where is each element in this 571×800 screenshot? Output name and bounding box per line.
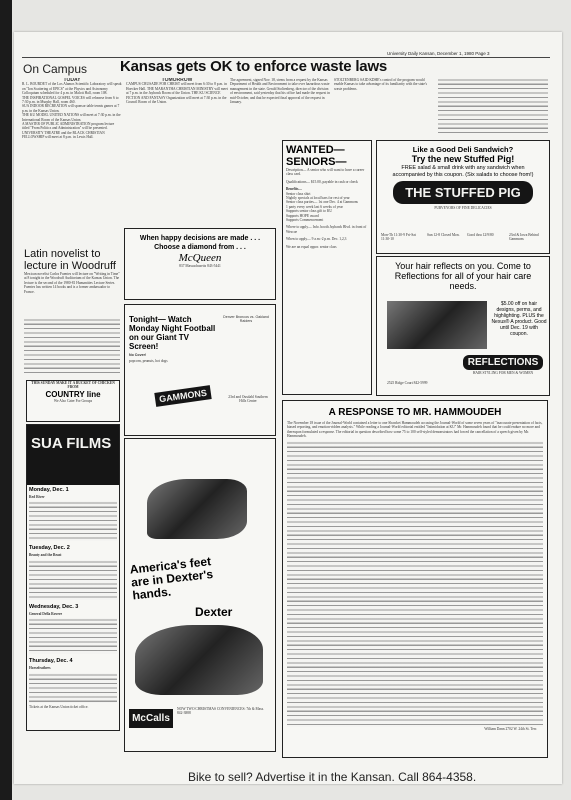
reflections-ad xyxy=(376,256,550,396)
benefit-item: Supports senior class gift to KU xyxy=(286,209,333,214)
latin-novelist-story xyxy=(24,248,120,318)
mccalls-logo: McCalls xyxy=(129,709,173,728)
page-binding xyxy=(0,0,12,800)
campus-item: THE KU MODEL UNITED NATIONS will meet at 7:30 p.m. in the International Room of the Kansas Union. xyxy=(22,113,121,122)
story-text: The agreement, signed Nov. 18, stems from a request by the Kansas Department of Health and Environment to take over hazardous waste management in the state. Gerald Stoltenberg, director of the division of environment, said yesterday that his office had made the request in mid-October, and that he expected final approval of the request in January. xyxy=(230,78,330,105)
wanted-footer: We are an equal oppor. senior class xyxy=(286,244,337,249)
sua-title: General Della Rovere xyxy=(29,611,63,616)
sua-footer: Tickets at the Kansas Union ticket office. xyxy=(29,704,89,709)
stuffed-line1: Like a Good Deli Sandwich? xyxy=(412,145,514,154)
country-line-text: THIS SUNDAY MAKE IT A BUCKET OF CHICKEN FROM xyxy=(31,381,115,390)
stuffed-coupon-date: Good thru 12/9/80 xyxy=(467,233,494,237)
campus-item: R. L. BOURDET of the Los Alamos Scientific Laboratory will speak on "Ion Scattering of EPICS" at the Physics and Astronomy Colloquium scheduled for 4 p.m. in Malott Hall, room 108. xyxy=(22,82,122,96)
mcqueen-ad xyxy=(124,228,276,300)
campus-item: SUA INDOOR RECREATION will sponsor table tennis games at 7 p.m. in the Kansas Union. xyxy=(22,104,120,113)
stuffed-line2: Try the new Stuffed Pig! xyxy=(411,154,515,164)
wanted-where: Where to apply— Info. booth Jayhawk Blvd. in front of Wescoe xyxy=(286,225,367,234)
wanted-description: Description— A senior who will want to have a career class card. xyxy=(286,168,365,177)
dexter-logo: Dexter xyxy=(195,605,233,619)
hair-models-photo xyxy=(387,301,487,349)
shoe-photo xyxy=(135,625,263,695)
stuffed-sub: PURVEYORS OF FINE DELICACIES xyxy=(434,206,492,210)
campus-item: A MASTER OF PUBLIC ADMINISTRATION program lecture titled "From Politics and Administration" will be presented. xyxy=(22,122,115,131)
wanted-benefits-title: Benefits— xyxy=(286,187,302,192)
stuffed-hours-weekday: Mon-Th 11:30-9 Fri-Sat 11:30-10 xyxy=(381,233,416,242)
today-heading: TODAY xyxy=(63,78,81,83)
sua-title: Horsefeathers xyxy=(29,666,51,671)
stuffed-hours-sunday: Sun 12-8 Closed Mon. xyxy=(427,233,460,237)
tomorrow-heading: TOMORROW xyxy=(161,78,193,83)
tomorrow-text: CAMPUS CRUSADE FOR CHRIST will meet from 6:30 to 8 p.m. in Hoecker Hall. THE MARANTHA CHRISTIAN MINISTRY will meet at 7 p.m. in the Jayhawk Room of the Union. THE KU SCIENCE FICTION AND FANTASY Organization will meet at 7:30 p.m. in the Council Room of the Union. xyxy=(126,82,228,105)
sua-films-ad xyxy=(26,424,120,731)
gammons-prices: popcorn, peanuts, hot dogs xyxy=(129,359,168,364)
gammons-headline: Tonight— Watch Monday Night Football on our Giant TV Screen! xyxy=(129,315,216,351)
stuffed-address: 23rd & Iowa Behind Gammons xyxy=(509,233,539,242)
reflections-address: 2525 Ridge Court 842-5999 xyxy=(387,381,428,385)
sua-description xyxy=(29,560,117,600)
sua-day: Tuesday, Dec. 2 xyxy=(29,545,70,552)
mcqueen-logo: McQueen xyxy=(178,252,222,264)
sua-day: Monday, Dec. 1 xyxy=(29,487,69,493)
letter-body-continued xyxy=(287,441,543,727)
gammons-location: 23rd and Ousdahl Southern Hills Center xyxy=(228,395,268,404)
stuffed-offer: FREE salad & small drink with any sandwich when accompanied by this coupon. (Six salads to choose from!) xyxy=(392,165,534,178)
reflections-logo: REFLECTIONS xyxy=(463,355,543,370)
campus-item: UNIVERSITY THEATRE and the BLACK CHRISTIAN FELLOWSHIP will meet at 8 p.m. in Lewis Hall. xyxy=(22,130,105,140)
reflections-headline: Your hair reflects on you. Come to Reflections for all of your hair care needs. xyxy=(394,261,532,291)
latin-text-continued xyxy=(24,318,120,376)
sua-title: Red River xyxy=(29,495,45,499)
sua-day: Thursday, Dec. 4 xyxy=(29,658,73,665)
benefit-item: Senior class shirt xyxy=(286,191,311,196)
section-title: On Campus xyxy=(23,62,88,76)
wanted-qualifications: Qualifications— $15.00, payable in cash or check xyxy=(286,179,358,184)
story-column-3-text xyxy=(438,78,548,133)
sua-films-logo: SUA FILMS xyxy=(27,425,119,485)
stuffed-pig-ad xyxy=(376,140,550,254)
sua-day: Wednesday, Dec. 3 xyxy=(29,603,79,610)
sua-description xyxy=(29,501,117,541)
letter-signature: William Dann 2702 W. 24th St. Terr. xyxy=(484,726,537,731)
benefit-item: Senior class parties— 1st one Dec. 4 at Gammons xyxy=(286,200,358,205)
latin-text: Mexican novelist Carlos Fuentes will lecture on "Writing in Time" at 8 tonight in the Woodruff Auditorium of the Kansas Union. The lecture is the second of the 1980-81 Humanities Lecture Series. Fuentes has written 14 books and is a former ambassador to France. xyxy=(24,272,120,294)
sua-title: Beauty and the Beast xyxy=(29,553,62,558)
letter-box xyxy=(282,400,548,758)
stuffed-pig-logo: THE STUFFED PIG xyxy=(393,181,533,204)
country-line-ad xyxy=(26,380,120,422)
reflections-offer: $5.00 off on hair designs, perms, and highlighting. PLUS the Nexus® A product. Good until Dec. 19 with coupon. xyxy=(491,301,547,337)
latin-headline: Latin novelist to lecture in Woodruff xyxy=(24,248,116,272)
benefit-item: Supports HOPE award xyxy=(286,213,319,218)
mccalls-details: NOW TWO CHRISTMAS CONVENIENCES: 7th & Mass. 842-3888 xyxy=(177,707,265,716)
letter-body: The November 18 issue of the Journal-World contained a letter to one Shawket Hammoudeh accusing the Journal-World of some seven years of "inaccurate presentation of facts, biased reporting, and emotion-ridden analysis." While reading a Journal-World editorial entitled "Intimidation at KU" Mr. Hammoudeh found that he could endure no more and thereupon formulated a response. The editorial in question described how some 75 to 100 self-styled demonstrators had forced the cancellation of a speech given by Mr. Hammoudeh. xyxy=(287,421,543,439)
mcqueen-address: 837 Massachusetts 843-5441 xyxy=(179,264,221,268)
benefit-item: Nightly specials at local bars for rest of year xyxy=(286,196,350,201)
country-line-logo: COUNTRY line xyxy=(45,389,101,399)
tomorrow-column xyxy=(126,78,228,224)
shoe-illustration xyxy=(147,479,247,539)
benefit-item: 1 party every week last 6 weeks of year xyxy=(286,204,343,209)
classified-footer: Bike to sell? Advertise it in the Kansan. Call 864-4358. xyxy=(188,770,477,784)
gammons-ad xyxy=(124,304,276,436)
reflections-sub: HAIR STYLING FOR MEN & WOMEN xyxy=(472,371,534,375)
gammons-logo: GAMMONS xyxy=(154,385,211,407)
dexter-ad xyxy=(124,438,276,752)
wanted-when: When to apply— 9 a.m.-2 p.m. Dec. 1,2,3 xyxy=(286,237,347,242)
country-line-sub: We Also Cater For Groups xyxy=(53,398,93,403)
main-headline: Kansas gets OK to enforce waste laws xyxy=(120,58,388,75)
dexter-tagline: America's feet are in Dexter's hands. xyxy=(129,554,214,603)
page-header: University Daily Kansan, December 1, 1980 Page 3 xyxy=(387,51,490,56)
wanted-seniors-ad xyxy=(282,140,372,395)
campus-item: THE INSPIRATIONAL GOSPEL VOICES will rehearse from 6 to 7:30 p.m. in Murphy Hall, room 460. xyxy=(22,95,119,105)
sua-description xyxy=(29,673,117,703)
sua-description xyxy=(29,618,117,654)
gammons-teams: Denver Broncos vs. Oakland Raiders xyxy=(223,315,269,324)
letter-title: A RESPONSE TO MR. HAMMOUDEH xyxy=(328,407,502,418)
on-campus-column xyxy=(22,78,122,244)
story-byline: STOLTENBERG SAID KDHE's control of the program would enable Kansas to take advantage of its familiarity with the state's waste problems. xyxy=(334,78,428,91)
benefit-item: Supports Commencement xyxy=(286,218,324,223)
gammons-cover: No Cover! xyxy=(129,353,147,357)
wanted-title: WANTED— SENIORS— xyxy=(286,144,347,168)
mcqueen-text: When happy decisions are made . . . Choose a diamond from . . . xyxy=(139,235,261,251)
